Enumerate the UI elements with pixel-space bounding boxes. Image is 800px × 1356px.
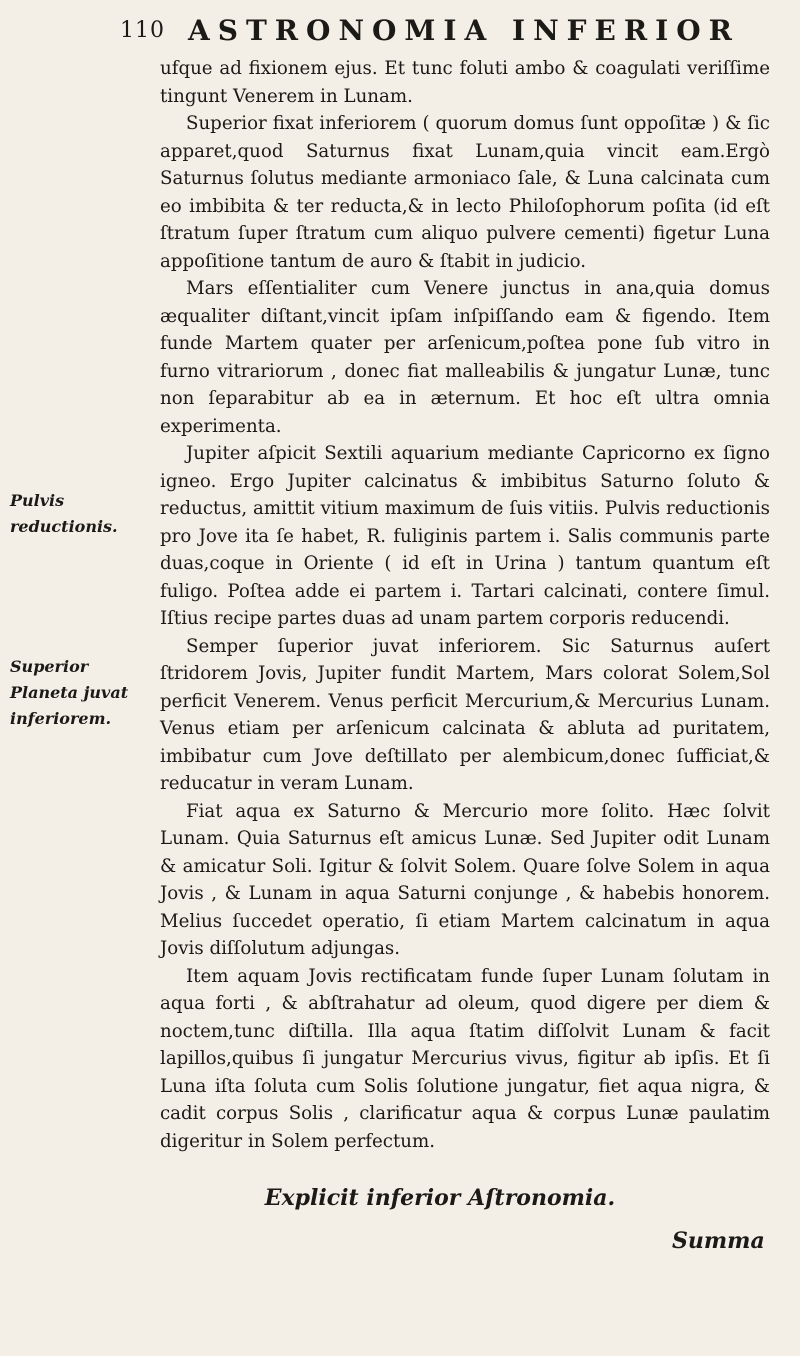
paragraph: Fiat aqua ex Saturno & Mercurio more ſolito. Hæc ſolvit Lunam. Quia Saturnus eſt amicus Lunæ. Sed Jupiter odit Lunam & amicatur Soli. Igitur & ſolvit Solem. Quare ſolve Solem in aqua Jovis , & Lunam in aqua Saturni conjunge , & habebis honorem. Melius ſuccedet operatio, ſi etiam Martem calcinatum in aqua Jovis diſſolutum adjungas. bbox=[160, 800, 770, 959]
paragraph: Superior fixat inferiorem ( quorum domus ſunt oppoſitæ ) & ſic apparet,quod Saturnus fixat Lunam,quia vincit eam.Ergò Saturnus ſolutus mediante armoniaco ſale, & Luna calcinata cum eo imbibita & ter reducta,& in lecto Philoſophorum poſita (id eſt ſtratum ſuper ſtratum cum aliquo pulvere cementi) figetur Luna appoſitione tantum de auro & ſtabit in judicio. bbox=[160, 113, 770, 272]
main-text bbox=[160, 55, 770, 1155]
explicit-line: Explicit inferior Aſtronomia. bbox=[264, 1185, 616, 1211]
margin-note-superior: Superior Planeta juvat inferiorem. bbox=[10, 657, 129, 728]
paragraph: Mars eſſentialiter cum Venere junctus in ana,quia domus æqualiter diſtant,vincit ipſam inſpiſſando eam & figendo. Item funde Martem quater per arſenicum,poſtea pone ſub vitro in furno vitrariorum , donec fiat malleabilis & jungatur Lunæ, tunc non ſeparabitur ab ea in æternum. Et hoc eſt ultra omnia experimenta. bbox=[160, 278, 770, 437]
paragraph: Semper ſuperior juvat inferiorem. Sic Saturnus auſert ſtridorem Jovis, Jupiter fundit Martem, Mars colorat Solem,Sol perficit Venerem. Venus perficit Mercurium,& Mercurius Lunam. Venus etiam per arſenicum calcinata & abluta ad puritatem, imbibatur cum Jove deſtillato per alembicum,donec ſufficiat,& reducatur in veram Lunam. bbox=[160, 635, 770, 794]
margin-note-pulvis: Pulvis reductionis. bbox=[10, 491, 118, 536]
paragraph: ufque ad fixionem ejus. Et tunc foluti ambo & coagulati veriſſime tingunt Venerem in Lunam. bbox=[160, 58, 770, 107]
paragraph: Item aquam Jovis rectificatam funde ſuper Lunam ſolutam in aqua forti , & abſtrahatur ad oleum, quod digere per diem & noctem,tunc diſtilla. Illa aqua ſtatim diſſolvit Lunam & facit lapillos,quibus ſi jungatur Mercurius vivus, figitur ab ipſis. Et ſi Luna iſta ſoluta cum Solis ſolutione jungatur, fiet aqua nigra, & cadit corpus Solis , clarificatur aqua & corpus Lunæ paulatim digeritur in Solem perfectum. bbox=[160, 965, 770, 1152]
paragraph: Jupiter aſpicit Sextili aquarium mediante Capricorno ex ſigno igneo. Ergo Jupiter calcinatus & imbibitus Saturno ſoluto & reductus, amittit vitium maximum de ſuis vitiis. Pulvis reductionis pro Jove ita ſe habet, R. fuliginis partem i. Salis communis parte duas,coque in Oriente ( id eſt in Urina ) tantum quantum eſt fuligo. Poſtea adde ei partem i. Tartari calcinati, contere ſimul. Iſtius recipe partes duas ad unam partem corporis reducendi. bbox=[160, 443, 770, 629]
catchword: Summa bbox=[672, 1228, 765, 1254]
page-header bbox=[120, 12, 800, 52]
running-title: ASTRONOMIA INFERIOR bbox=[188, 14, 740, 47]
page-number: 110 bbox=[120, 18, 165, 43]
